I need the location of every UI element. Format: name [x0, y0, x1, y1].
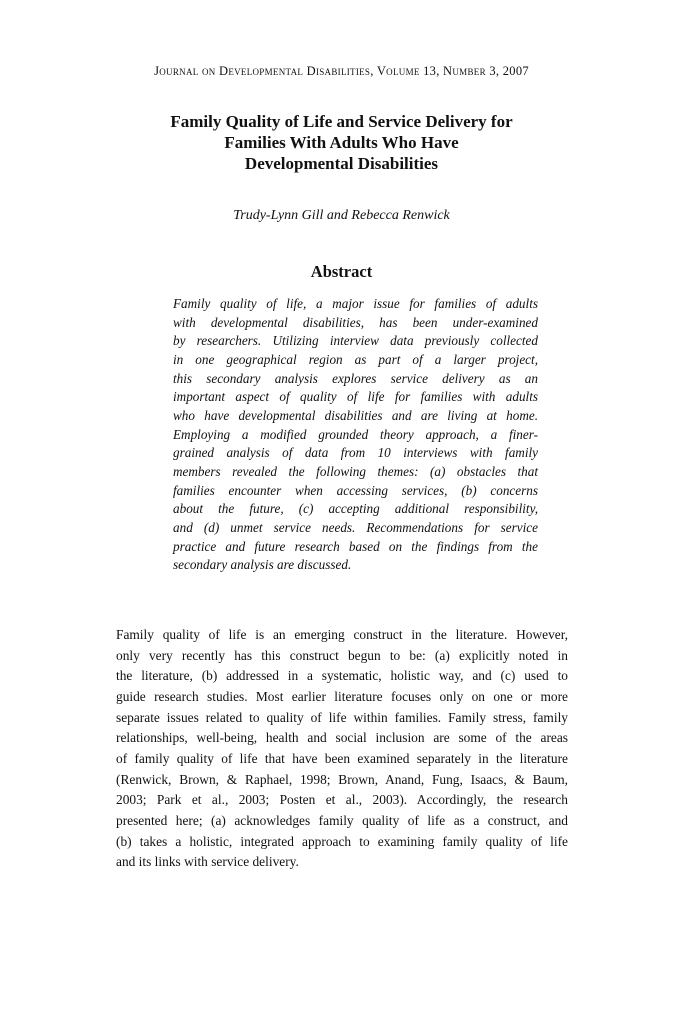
abstract-line: families encounter when accessing services, (b) concerns — [173, 482, 538, 498]
author-names: Trudy-Lynn Gill and Rebecca Renwick — [233, 208, 450, 223]
title-line: Family Quality of Life and Service Delivery for — [170, 112, 513, 131]
body-line: presented here; (a) acknowledges family quality of life as a construct, and — [116, 812, 568, 828]
title-line: Developmental Disabilities — [244, 154, 439, 173]
abstract-line: Family quality of life, a major issue for families of adults — [173, 296, 538, 311]
abstract-line: in one geographical region as part of a larger project, — [173, 351, 538, 367]
abstract-line: who have developmental disabilities and are living at home. — [173, 407, 538, 423]
abstract-line: and (d) unmet service needs. Recommendations for service — [173, 519, 538, 535]
body-paragraph — [116, 625, 568, 873]
body-line: of family quality of life that have been examined separately in the literature — [116, 750, 568, 766]
body-line: only very recently has this construct begun to be: (a) explicitly noted in — [116, 647, 568, 663]
body-line: Family quality of life is an emerging construct in the literature. However, — [116, 627, 568, 642]
body-line: separate issues related to quality of life within families. Family stress, family — [116, 709, 568, 725]
abstract-line: with developmental disabilities, has been under-examined — [173, 314, 538, 330]
abstract-line: about the future, (c) accepting additional responsibility, — [173, 501, 538, 517]
abstract-heading: Abstract — [310, 262, 373, 281]
abstract-line: practice and future research based on the findings from the — [173, 538, 538, 554]
abstract-line: Employing a modified grounded theory approach, a finer- — [173, 426, 538, 442]
body-line: relationships, well-being, health and social inclusion are some of the areas — [116, 730, 568, 746]
abstract-line: grained analysis of data from 10 interviews with family — [173, 445, 538, 461]
abstract-body — [173, 295, 538, 575]
abstract-line: secondary analysis are discussed. — [173, 557, 352, 573]
body-line: guide research studies. Most earlier literature focuses only on one or more — [116, 688, 568, 704]
abstract-line: members revealed the following themes: (a) obstacles that — [173, 463, 538, 479]
abstract-line: by researchers. Utilizing interview data previously collected — [173, 333, 538, 349]
abstract-line: this secondary analysis explores service delivery as an — [173, 370, 538, 386]
article-title — [130, 111, 553, 174]
body-line: (Renwick, Brown, & Raphael, 1998; Brown, Anand, Fung, Isaacs, & Baum, — [116, 771, 568, 787]
body-line: 2003; Park et al., 2003; Posten et al., 2003). Accordingly, the research — [116, 792, 568, 808]
title-line: Families With Adults Who Have — [224, 133, 459, 152]
abstract-line: important aspect of quality of life for families with adults — [173, 389, 538, 405]
running-header: Journal on Developmental Disabilities, Volume 13, Number 3, 2007 — [154, 64, 529, 78]
body-line: and its links with service delivery. — [116, 854, 299, 870]
body-line: (b) takes a holistic, integrated approach to examining family quality of life — [116, 833, 568, 849]
body-line: the literature, (b) addressed in a systematic, holistic way, and (c) used to — [116, 668, 568, 684]
